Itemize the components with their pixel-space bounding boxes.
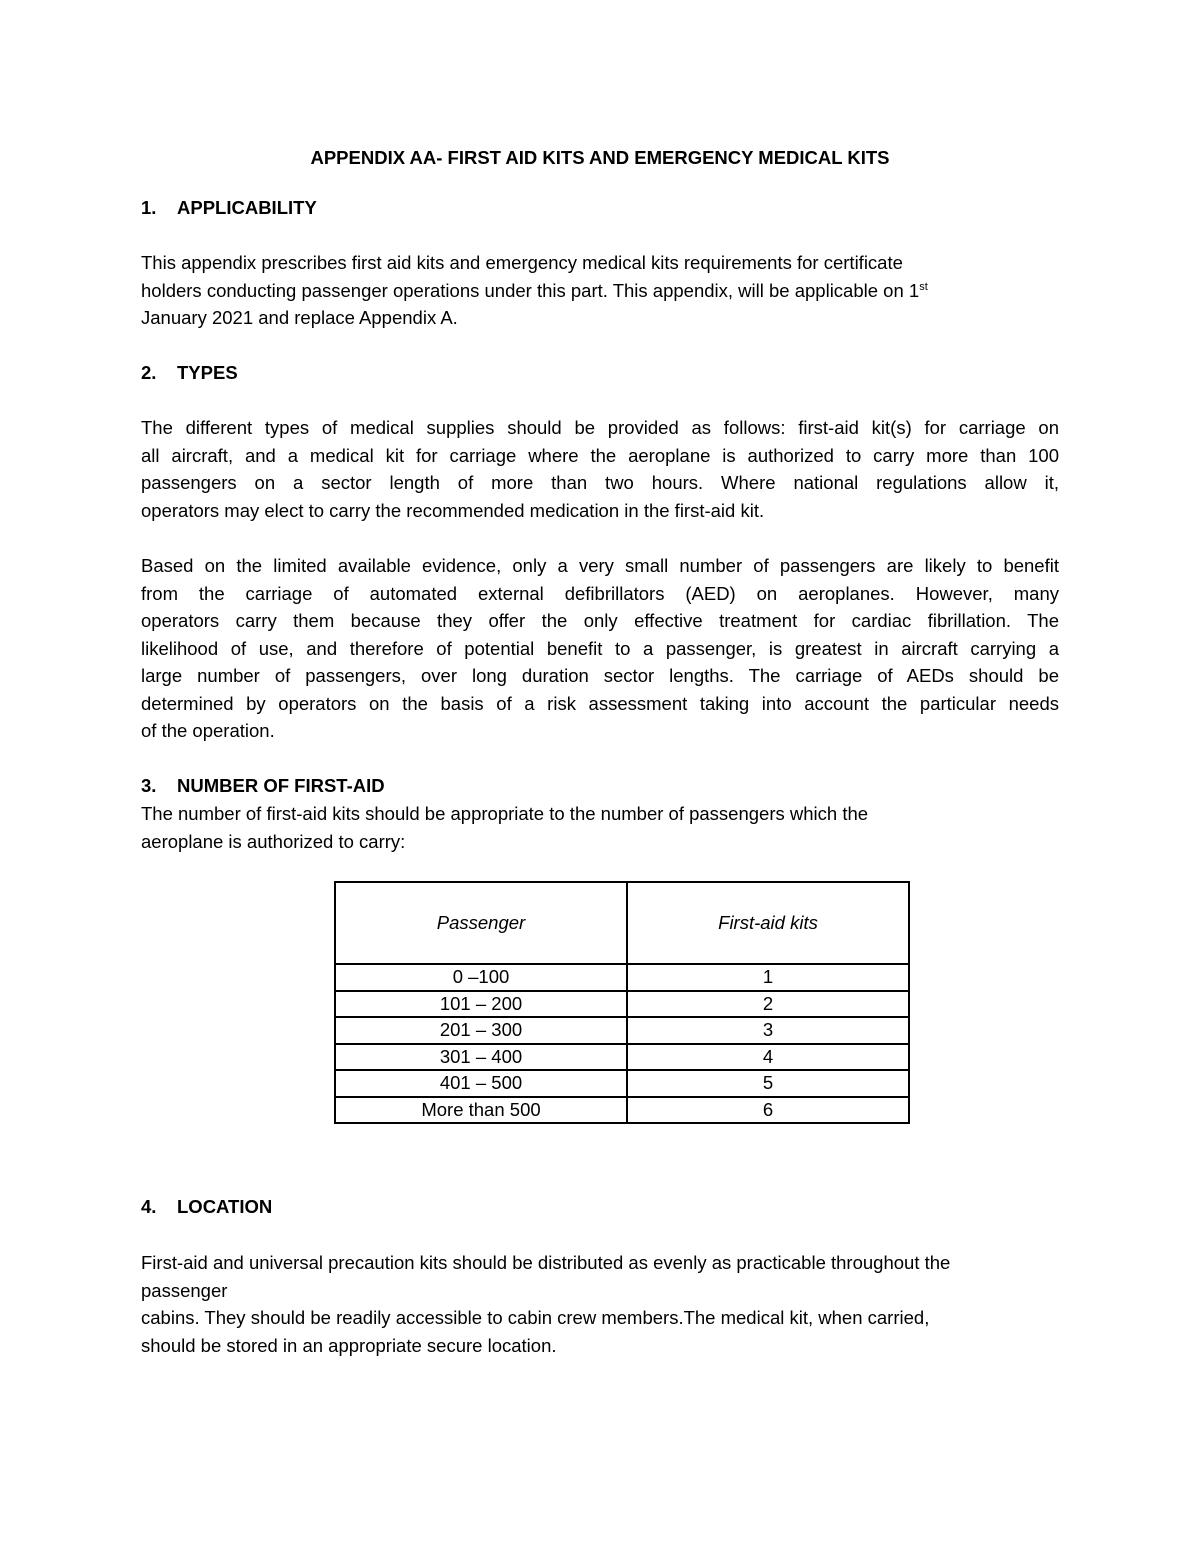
- section-heading-types: [141, 359, 238, 387]
- paragraph-line: First-aid and universal precaution kits should be distributed as evenly as practicable throughout the: [141, 1252, 951, 1273]
- paragraph-line: The number of first-aid kits should be appropriate to the number of passengers which the: [141, 803, 869, 824]
- section-heading-applicability: [141, 194, 317, 222]
- paragraph-line: likelihood of use, and therefore of potential benefit to a passenger, is greatest in aircraft carrying a: [141, 637, 1059, 659]
- table-row: [335, 1097, 909, 1124]
- kit-count-cell: 5: [627, 1070, 909, 1097]
- paragraph-line: The different types of medical supplies should be provided as follows: first-aid kit(s) for carriage on: [141, 417, 1059, 438]
- paragraph-line: January 2021 and replace Appendix A.: [141, 307, 458, 328]
- table-row: [335, 964, 909, 991]
- applicability-paragraph: [141, 249, 1059, 332]
- section-heading-location: [141, 1193, 272, 1221]
- paragraph-line: all aircraft, and a medical kit for carriage where the aeroplane is authorized to carry more than 100: [141, 444, 1059, 466]
- paragraph-line: cabins. They should be readily accessible to cabin crew members.The medical kit, when carried,: [141, 1307, 930, 1328]
- paragraph-line: passengers on a sector length of more than two hours. Where national regulations allow it,: [141, 472, 1059, 493]
- section-number: 1.: [141, 197, 157, 218]
- passenger-range-cell: 101 – 200: [335, 991, 627, 1018]
- types-paragraph-1: [141, 414, 1059, 524]
- passenger-range-cell: More than 500: [335, 1097, 627, 1124]
- table-row: [335, 1070, 909, 1097]
- paragraph-line: should be stored in an appropriate secure location.: [141, 1334, 557, 1356]
- paragraph-line: determined by operators on the basis of a risk assessment taking into account the particular needs: [141, 692, 1059, 714]
- line-text: holders conducting passenger operations under this part. This appendix, will be applicable on 1: [141, 279, 920, 301]
- section-heading-number-of-first-aid: [141, 772, 385, 800]
- passenger-range-cell: 0 –100: [335, 964, 627, 991]
- header-passenger: Passenger: [335, 882, 627, 964]
- superscript: st: [919, 280, 928, 293]
- kit-count-cell: 6: [627, 1097, 909, 1124]
- section-number: 3.: [141, 775, 157, 796]
- paragraph-line: Based on the limited available evidence, only a very small number of passengers are likely to benefit: [141, 555, 1059, 576]
- paragraph-line: of the operation.: [141, 720, 275, 741]
- kit-count-cell: 4: [627, 1044, 909, 1071]
- kit-count-cell: 2: [627, 991, 909, 1018]
- paragraph-line: operators may elect to carry the recommended medication in the first-aid kit.: [141, 499, 765, 521]
- section-title: APPLICABILITY: [177, 197, 317, 218]
- paragraph-line: from the carriage of automated external defibrillators (AED) on aeroplanes. However, many: [141, 582, 1059, 604]
- types-paragraph-2: [141, 552, 1059, 745]
- section-title: LOCATION: [177, 1196, 273, 1217]
- passenger-range-cell: 201 – 300: [335, 1017, 627, 1044]
- paragraph-line: aeroplane is authorized to carry:: [141, 830, 406, 852]
- paragraph-line: [141, 277, 1059, 305]
- paragraph-line: operators carry them because they offer the only effective treatment for cardiac fibrillation. The: [141, 610, 1059, 631]
- number-of-first-aid-paragraph: [141, 800, 1059, 855]
- paragraph-line: This appendix prescribes first aid kits and emergency medical kits requirements for certificate: [141, 252, 903, 273]
- first-aid-kits-table: [334, 881, 910, 1124]
- section-title: TYPES: [177, 362, 238, 383]
- table-header-row: [335, 882, 909, 964]
- table-row: [335, 1017, 909, 1044]
- passenger-range-cell: 301 – 400: [335, 1044, 627, 1071]
- header-first-aid-kits: First-aid kits: [627, 882, 909, 964]
- section-number: 2.: [141, 362, 157, 383]
- kit-count-cell: 3: [627, 1017, 909, 1044]
- document-title: APPENDIX AA- FIRST AID KITS AND EMERGENCY MEDICAL KITS: [310, 147, 890, 168]
- table-row: [335, 991, 909, 1018]
- paragraph-line: large number of passengers, over long duration sector lengths. The carriage of AEDs should be: [141, 665, 1059, 686]
- paragraph-line: passenger: [141, 1279, 228, 1301]
- kit-count-cell: 1: [627, 964, 909, 991]
- section-number: 4.: [141, 1196, 157, 1217]
- location-paragraph: [141, 1249, 1059, 1359]
- table-row: [335, 1044, 909, 1071]
- section-title: NUMBER OF FIRST-AID: [177, 775, 385, 796]
- passenger-range-cell: 401 – 500: [335, 1070, 627, 1097]
